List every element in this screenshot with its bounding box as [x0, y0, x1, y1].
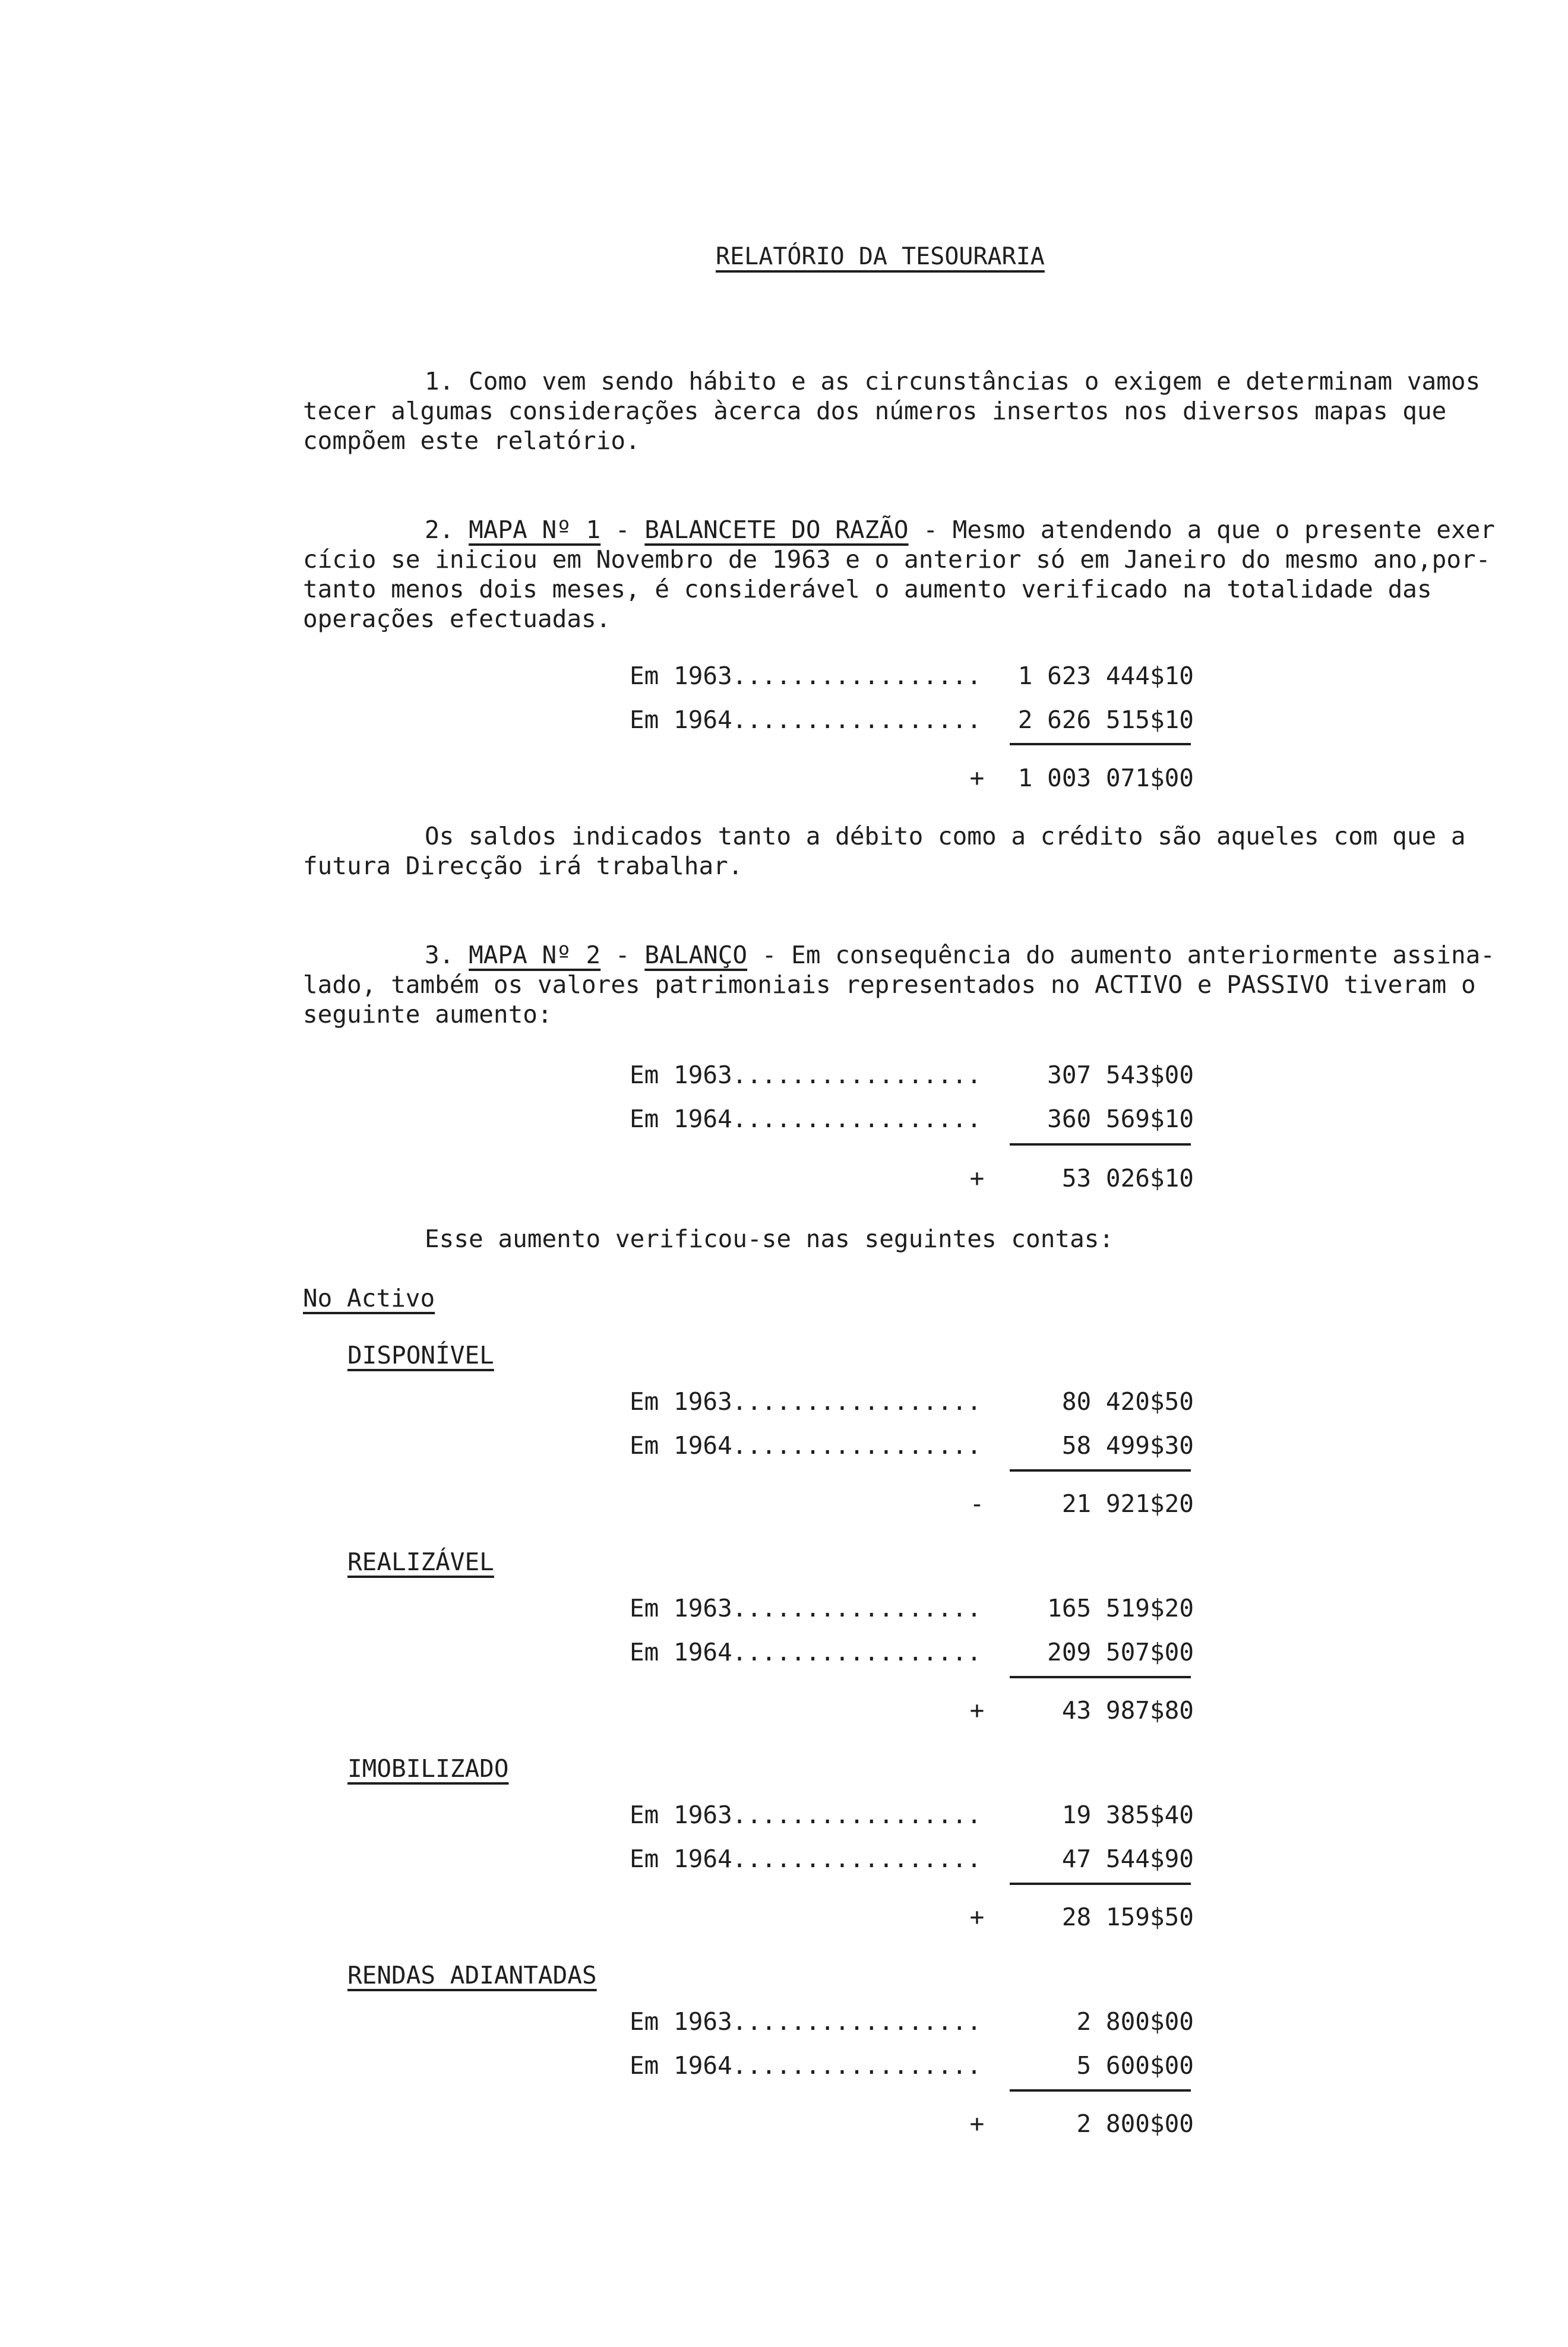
- p3-result-value: 53 026$10: [1061, 1164, 1194, 1193]
- activo-heading: No Activo: [303, 1284, 435, 1312]
- p3-mapa-label: MAPA Nº 2: [469, 941, 601, 969]
- account-disponivel-1964-label: Em 1964.................: [630, 1431, 982, 1460]
- p2-result-value: 1 003 071$00: [1017, 764, 1194, 792]
- account-rendas-adiantadas-sign: +: [969, 2109, 985, 2138]
- account-realizavel-rule: [1010, 1676, 1191, 1678]
- p1-line-3: compõem este relatório.: [303, 426, 640, 455]
- account-imobilizado-1963-value: 19 385$40: [1061, 1801, 1194, 1829]
- account-disponivel-rule: [1010, 1469, 1191, 1472]
- p3-row-1963-label: Em 1963.................: [630, 1061, 982, 1089]
- p3-heading-line: [425, 943, 1495, 967]
- account-disponivel-diff: 21 921$20: [1061, 1489, 1194, 1518]
- p2-heading-line: [425, 515, 1495, 544]
- p2b-line-1: Os saldos indicados tanto a débito como a crédito são aqueles com que a: [425, 822, 1466, 850]
- p2-row-1963-label: Em 1963.................: [630, 662, 982, 690]
- account-rendas-adiantadas-1964-label: Em 1964.................: [630, 2051, 982, 2080]
- p2-number: 2.: [425, 515, 454, 544]
- p2-dash-1: -: [615, 515, 630, 544]
- p2-line-1-rest: Mesmo atendendo a que o presente exer: [952, 515, 1495, 544]
- p2-dash-2: -: [923, 515, 938, 544]
- account-imobilizado-title: IMOBILIZADO: [347, 1754, 509, 1783]
- p1-line-1: 1. Como vem sendo hábito e as circunstâncias o exigem e determinam vamos: [425, 367, 1481, 396]
- p2-total-rule: [1010, 743, 1191, 745]
- p3-row-1964-label: Em 1964.................: [630, 1105, 982, 1133]
- p3-row-1964-value: 360 569$10: [1047, 1105, 1194, 1133]
- page-title: RELATÓRIO DA TESOURARIA: [716, 243, 1045, 270]
- p2-row-1964-value: 2 626 515$10: [1017, 706, 1194, 734]
- account-disponivel-title: DISPONÍVEL: [347, 1341, 494, 1369]
- account-realizavel-sign: +: [969, 1696, 985, 1725]
- account-realizavel-1964-label: Em 1964.................: [630, 1638, 982, 1666]
- account-rendas-adiantadas-diff: 2 800$00: [1076, 2109, 1194, 2138]
- account-disponivel-1963-label: Em 1963.................: [630, 1387, 982, 1416]
- p3-line-3: seguinte aumento:: [303, 1000, 552, 1029]
- account-imobilizado-rule: [1010, 1883, 1191, 1885]
- account-imobilizado-1964-value: 47 544$90: [1061, 1845, 1194, 1873]
- account-rendas-adiantadas-1963-value: 2 800$00: [1076, 2007, 1194, 2036]
- p2-line-3: tanto menos dois meses, é considerável o aumento verificado na totalidade das: [303, 575, 1432, 603]
- p3-line-2: lado, também os valores patrimoniais representados no ACTIVO e PASSIVO tiveram o: [303, 970, 1476, 999]
- account-imobilizado-1963-label: Em 1963.................: [630, 1801, 982, 1829]
- p3-dash-2: -: [761, 941, 777, 969]
- account-disponivel-1964-value: 58 499$30: [1061, 1431, 1194, 1460]
- p3-row-1963-value: 307 543$00: [1047, 1061, 1194, 1089]
- p2-result-sign: +: [969, 764, 985, 792]
- p3-total-rule: [1010, 1143, 1191, 1146]
- account-rendas-adiantadas-rule: [1010, 2089, 1191, 2092]
- p3-dash-1: -: [615, 941, 630, 969]
- account-realizavel-title: REALIZÁVEL: [347, 1548, 494, 1576]
- p3-result-sign: +: [969, 1164, 985, 1193]
- account-realizavel-diff: 43 987$80: [1061, 1696, 1194, 1725]
- p2-heading: BALANCETE DO RAZÃO: [644, 515, 909, 544]
- account-imobilizado-1964-label: Em 1964.................: [630, 1845, 982, 1873]
- p2-row-1963-value: 1 623 444$10: [1017, 662, 1194, 690]
- account-realizavel-1963-label: Em 1963.................: [630, 1594, 982, 1622]
- p2b-line-2: futura Direcção irá trabalhar.: [303, 852, 743, 880]
- account-rendas-adiantadas-1964-value: 5 600$00: [1076, 2051, 1194, 2080]
- p1-line-2: tecer algumas considerações àcerca dos números insertos nos diversos mapas que: [303, 397, 1447, 425]
- account-disponivel-sign: -: [969, 1489, 985, 1518]
- p3-after-text: Esse aumento verificou-se nas seguintes contas:: [425, 1225, 1114, 1253]
- account-rendas-adiantadas-1963-label: Em 1963.................: [630, 2007, 982, 2036]
- account-rendas-adiantadas-title: RENDAS ADIANTADAS: [347, 1961, 597, 1989]
- p2-line-4: operações efectuadas.: [303, 605, 611, 633]
- p3-heading: BALANÇO: [644, 941, 748, 969]
- account-realizavel-1963-value: 165 519$20: [1047, 1594, 1194, 1622]
- p2-row-1964-label: Em 1964.................: [630, 706, 982, 734]
- account-realizavel-1964-value: 209 507$00: [1047, 1638, 1194, 1666]
- p2-mapa-label: MAPA Nº 1: [469, 515, 601, 544]
- p2-line-2: cício se iniciou em Novembro de 1963 e o anterior só em Janeiro do mesmo ano,por-: [303, 545, 1491, 574]
- account-imobilizado-sign: +: [969, 1903, 985, 1931]
- p3-line-1-rest: Em consequência do aumento anteriormente assina-: [791, 941, 1495, 969]
- account-disponivel-1963-value: 80 420$50: [1061, 1387, 1194, 1416]
- p3-number: 3.: [425, 941, 454, 969]
- account-imobilizado-diff: 28 159$50: [1061, 1903, 1194, 1931]
